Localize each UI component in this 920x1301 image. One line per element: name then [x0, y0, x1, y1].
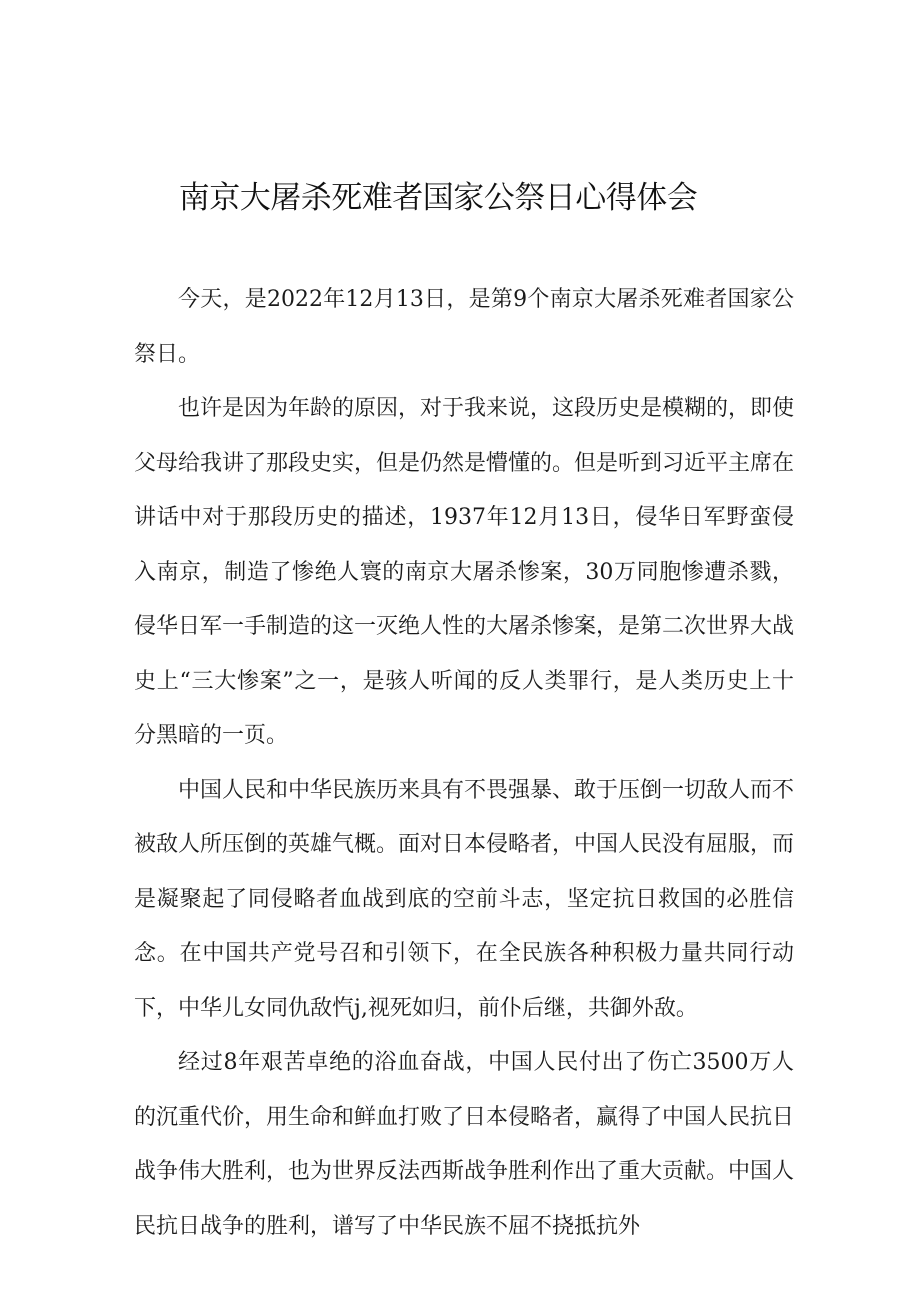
- paragraph-1: 今天，是2022年12月13日，是第9个南京大屠杀死难者国家公祭日。: [134, 287, 794, 367]
- document-body: [134, 273, 794, 1254]
- paragraph-4: 经过8年艰苦卓绝的浴血奋战，中国人民付出了伤亡3500万人的沉重代价，用生命和鲜血打败了日本侵略者，赢得了中国人民抗日战争伟大胜利，也为世界反法西斯战争胜利作出了重大贡献。中国人民抗日战争的胜利，谱写了中华民族不屈不挠抵抗外: [134, 1050, 795, 1239]
- paragraph-2: 也许是因为年龄的原因，对于我来说，这段历史是模糊的，即使父母给我讲了那段史实，但是仍然是懵懂的。但是听到习近平主席在讲话中对于那段历史的描述，1937年12月13日，侵华日军野蛮侵入南京，制造了惨绝人寰的南京大屠杀惨案，30万同胞惨遭杀戮，侵华日军一手制造的这一灭绝人性的大屠杀惨案，是第二次世界大战史上“三大惨案”之一，是骇人听闻的反人类罪行，是人类历史上十分黑暗的一页。: [134, 396, 795, 748]
- document-title: 南京大屠杀死难者国家公祭日心得体会: [178, 180, 698, 216]
- paragraph-3: 中国人民和中华民族历来具有不畏强暴、敢于压倒一切敌人而不被敌人所压倒的英雄气概。面对日本侵略者，中国人民没有屈服，而是凝聚起了同侵略者血战到底的空前斗志，坚定抗日救国的必胜信念。在中国共产党号召和引领下，在全民族各种积极力量共同行动下，中华儿女同仇敌忾j,视死如归，前仆后继，共御外敌。: [134, 777, 795, 1021]
